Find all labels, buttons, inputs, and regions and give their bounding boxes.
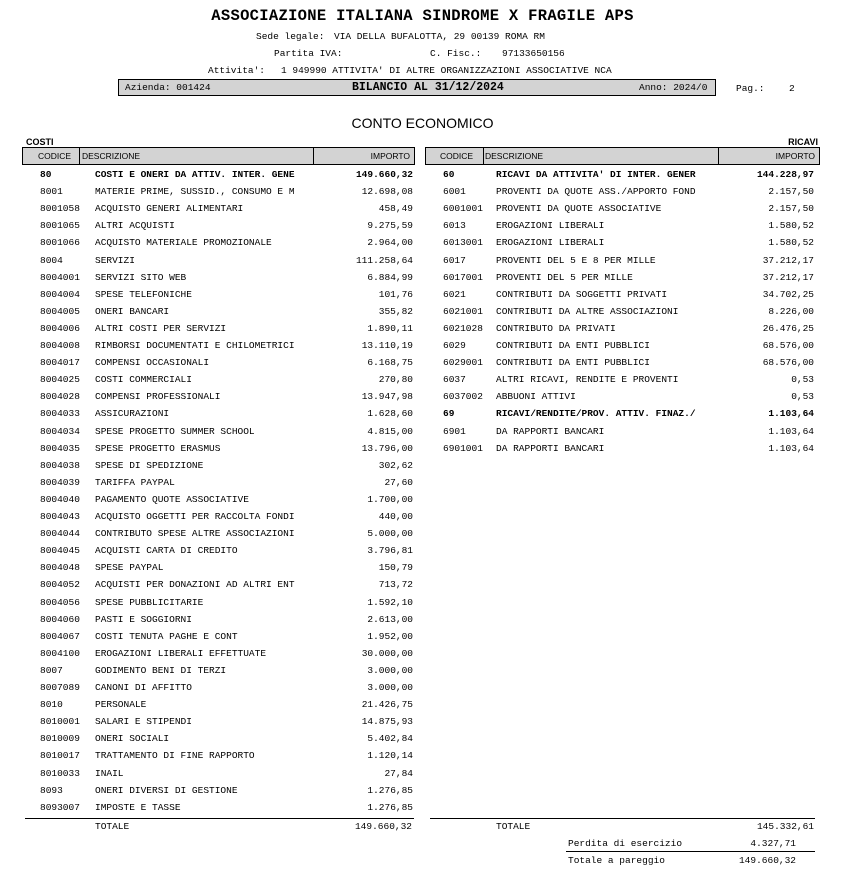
ricavi-row: [0, 405, 845, 422]
account-amount: 1.580,52: [768, 237, 814, 249]
account-description: SERVIZI SITO WEB: [95, 271, 187, 283]
costi-row: [0, 576, 845, 593]
costi-column-header: [22, 147, 415, 165]
ricavi-label: RICAVI: [788, 137, 818, 147]
account-code: 6021: [443, 288, 466, 300]
costi-row: [0, 696, 845, 713]
account-amount: 14.875,93: [361, 716, 413, 728]
costi-row: [0, 525, 845, 542]
account-code: 8004060: [40, 613, 80, 625]
account-description: CONTRIBUTO SPESE ALTRE ASSOCIAZIONI: [95, 528, 295, 540]
account-description: ONERI BANCARI: [95, 305, 170, 317]
costi-row: [0, 747, 845, 764]
account-amount: 355,82: [378, 305, 413, 317]
account-code: 8010017: [40, 750, 80, 762]
account-description: DA RAPPORTI BANCARI: [496, 425, 605, 437]
costi-col-importo: IMPORTO: [370, 151, 410, 161]
account-description: ALTRI COSTI PER SERVIZI: [95, 322, 227, 334]
account-amount: 5.402,84: [367, 733, 413, 745]
account-amount: 4.815,00: [367, 425, 413, 437]
perdita-label: Perdita di esercizio: [568, 838, 683, 849]
costi-row: [0, 542, 845, 559]
account-description: SPESE PROGETTO SUMMER SCHOOL: [95, 425, 255, 437]
account-amount: 12.698,08: [361, 186, 413, 198]
account-code: 8093: [40, 784, 63, 796]
ricavi-col-codice: CODICE: [440, 151, 474, 161]
account-amount: 1.103,64: [768, 442, 814, 454]
ricavi-column-header: [425, 147, 820, 165]
costi-row: [0, 713, 845, 730]
ricavi-col-descrizione: DESCRIZIONE: [485, 151, 544, 161]
account-amount: 1.103,64: [768, 408, 814, 420]
account-amount: 5.000,00: [367, 528, 413, 540]
account-code: 8010001: [40, 716, 80, 728]
account-code: 8004006: [40, 322, 80, 334]
ricavi-row: [0, 286, 845, 303]
account-description: PAGAMENTO QUOTE ASSOCIATIVE: [95, 493, 249, 505]
account-code: 8004035: [40, 442, 80, 454]
account-code: 8004008: [40, 340, 80, 351]
account-amount: 1.952,00: [367, 630, 413, 642]
account-description: SERVIZI: [95, 254, 135, 266]
costi-row: [0, 662, 845, 679]
account-amount: 440,00: [378, 511, 413, 522]
account-amount: 37.212,17: [762, 254, 814, 266]
account-description: ALTRI RICAVI, RENDITE E PROVENTI: [496, 374, 679, 386]
costi-row: [0, 508, 845, 525]
costi-row: [0, 679, 845, 696]
costi-totale-value: 149.660,32: [354, 821, 412, 832]
account-code: 8001: [40, 186, 63, 198]
ricavi-row: [0, 320, 845, 337]
account-description: SALARI E STIPENDI: [95, 716, 192, 728]
azienda-code: Azienda: 001424: [125, 82, 211, 93]
account-amount: 30.000,00: [361, 647, 413, 659]
costi-row: [0, 611, 845, 628]
costi-row: [0, 491, 845, 508]
costi-row: [0, 559, 845, 576]
account-code: 8004034: [40, 425, 80, 437]
page-label: Pag.:: [736, 83, 765, 94]
pareggio-rule: [566, 851, 815, 852]
account-amount: 1.628,60: [367, 408, 413, 420]
account-description: PROVENTI DEL 5 PER MILLE: [496, 271, 633, 283]
account-amount: 458,49: [378, 203, 413, 215]
account-amount: 37.212,17: [762, 271, 814, 283]
account-description: RICAVI DA ATTIVITA' DI INTER. GENER: [496, 169, 696, 180]
costi-row: [0, 730, 845, 747]
account-amount: 27,60: [384, 476, 413, 488]
pareggio-value: 149.660,32: [738, 855, 796, 866]
account-code: 8001065: [40, 220, 80, 232]
account-description: ACQUISTI PER DONAZIONI AD ALTRI ENT: [95, 579, 295, 591]
account-code: 6017001: [443, 271, 483, 283]
account-amount: 6.168,75: [367, 357, 413, 369]
ricavi-row: [0, 166, 845, 183]
piva-label: Partita IVA:: [274, 48, 343, 59]
account-description: CONTRIBUTI DA ALTRE ASSOCIAZIONI: [496, 305, 679, 317]
account-amount: 1.276,85: [367, 801, 413, 813]
account-amount: 34.702,25: [762, 288, 814, 300]
account-code: 6021028: [443, 322, 483, 334]
account-description: PROVENTI DA QUOTE ASSOCIATIVE: [496, 203, 662, 215]
account-description: EROGAZIONI LIBERALI EFFETTUATE: [95, 647, 267, 659]
costi-col-codice: CODICE: [38, 151, 72, 161]
company-name: ASSOCIAZIONE ITALIANA SINDROME X FRAGILE APS: [211, 7, 634, 25]
ricavi-row: [0, 200, 845, 217]
account-amount: 150,79: [378, 562, 413, 574]
account-code: 8001058: [40, 203, 80, 215]
costi-total-rule: [25, 818, 414, 819]
section-title: CONTO ECONOMICO: [351, 115, 494, 131]
ricavi-row: [0, 183, 845, 200]
costi-label: COSTI: [26, 137, 54, 147]
account-description: ASSICURAZIONI: [95, 408, 170, 420]
bilancio-title: BILANCIO AL 31/12/2024: [352, 81, 504, 94]
account-description: PASTI E SOGGIORNI: [95, 613, 192, 625]
account-description: PERSONALE: [95, 699, 147, 711]
account-code: 8007: [40, 664, 63, 676]
account-code: 6013: [443, 220, 466, 232]
account-description: EROGAZIONI LIBERALI: [496, 237, 605, 249]
costi-row: [0, 594, 845, 611]
account-code: 8007089: [40, 682, 80, 693]
account-code: 8004043: [40, 511, 80, 522]
ricavi-total-rule: [430, 818, 815, 819]
account-amount: 149.660,32: [355, 169, 413, 180]
account-description: IMPOSTE E TASSE: [95, 801, 181, 813]
account-code: 8004033: [40, 408, 80, 420]
account-amount: 713,72: [378, 579, 413, 591]
account-amount: 144.228,97: [756, 169, 814, 180]
ricavi-row: [0, 269, 845, 286]
account-code: 6021001: [443, 305, 483, 317]
account-amount: 111.258,64: [355, 254, 413, 266]
account-description: COSTI E ONERI DA ATTIV. INTER. GENE: [95, 169, 295, 180]
account-code: 60: [443, 169, 455, 180]
account-code: 8093007: [40, 801, 80, 813]
account-amount: 3.796,81: [367, 545, 413, 557]
ricavi-row: [0, 440, 845, 457]
ricavi-row: [0, 234, 845, 251]
account-code: 6901: [443, 425, 466, 437]
account-amount: 68.576,00: [762, 340, 814, 351]
perdita-value: 4.327,71: [750, 838, 796, 849]
account-code: 8001066: [40, 237, 80, 249]
account-code: 8004017: [40, 357, 80, 369]
account-description: RICAVI/RENDITE/PROV. ATTIV. FINAZ./: [496, 408, 696, 420]
costi-row: [0, 457, 845, 474]
account-description: COMPENSI PROFESSIONALI: [95, 391, 221, 403]
pareggio-label: Totale a pareggio: [568, 855, 665, 866]
account-code: 8010: [40, 699, 63, 711]
account-description: CONTRIBUTI DA ENTI PUBBLICI: [496, 357, 650, 369]
ricavi-totale-label: TOTALE: [496, 821, 531, 832]
account-description: PROVENTI DA QUOTE ASS./APPORTO FOND: [496, 186, 696, 198]
account-description: ACQUISTI CARTA DI CREDITO: [95, 545, 238, 557]
account-amount: 2.613,00: [367, 613, 413, 625]
ricavi-row: [0, 371, 845, 388]
ricavi-row: [0, 388, 845, 405]
account-code: 6029: [443, 340, 466, 351]
account-amount: 101,76: [378, 288, 413, 300]
account-code: 6017: [443, 254, 466, 266]
account-description: INAIL: [95, 767, 124, 779]
account-amount: 6.884,99: [367, 271, 413, 283]
account-amount: 1.103,64: [768, 425, 814, 437]
account-amount: 1.592,10: [367, 596, 413, 608]
cf-value: 97133650156: [502, 48, 565, 59]
account-description: ACQUISTO MATERIALE PROMOZIONALE: [95, 237, 272, 249]
account-amount: 13.110,19: [361, 340, 413, 351]
costi-row: [0, 645, 845, 662]
account-code: 6001: [443, 186, 466, 198]
account-amount: 3.000,00: [367, 664, 413, 676]
account-description: ONERI SOCIALI: [95, 733, 170, 745]
ricavi-col-importo: IMPORTO: [775, 151, 815, 161]
account-description: TRATTAMENTO DI FINE RAPPORTO: [95, 750, 255, 762]
account-code: 8004067: [40, 630, 80, 642]
account-code: 8004052: [40, 579, 80, 591]
account-amount: 1.890,11: [367, 322, 413, 334]
account-code: 8004005: [40, 305, 80, 317]
account-amount: 270,80: [378, 374, 413, 386]
account-code: 6037: [443, 374, 466, 386]
account-code: 6901001: [443, 442, 483, 454]
sede-value: VIA DELLA BUFALOTTA, 29 00139 ROMA RM: [334, 31, 545, 42]
account-amount: 2.964,00: [367, 237, 413, 249]
costi-row: [0, 628, 845, 645]
account-amount: 68.576,00: [762, 357, 814, 369]
account-code: 8004056: [40, 596, 80, 608]
ricavi-row: [0, 354, 845, 371]
account-code: 6029001: [443, 357, 483, 369]
costi-totale-label: TOTALE: [95, 821, 130, 832]
account-description: SPESE PUBBLICITARIE: [95, 596, 204, 608]
account-code: 8010009: [40, 733, 80, 745]
account-description: COSTI COMMERCIALI: [95, 374, 192, 386]
costi-row: [0, 765, 845, 782]
costi-col-descrizione: DESCRIZIONE: [82, 151, 141, 161]
costi-row: [0, 474, 845, 491]
account-code: 80: [40, 169, 52, 180]
account-amount: 2.157,50: [768, 186, 814, 198]
account-description: DA RAPPORTI BANCARI: [496, 442, 605, 454]
account-amount: 26.476,25: [762, 322, 814, 334]
account-code: 8004001: [40, 271, 80, 283]
account-code: 8004028: [40, 391, 80, 403]
account-description: PROVENTI DEL 5 E 8 PER MILLE: [496, 254, 656, 266]
account-amount: 21.426,75: [361, 699, 413, 711]
account-amount: 1.580,52: [768, 220, 814, 232]
account-code: 8004: [40, 254, 63, 266]
ricavi-row: [0, 303, 845, 320]
account-description: CONTRIBUTO DA PRIVATI: [496, 322, 616, 334]
account-description: SPESE PAYPAL: [95, 562, 164, 574]
costi-row: [0, 782, 845, 799]
account-description: ABBUONI ATTIVI: [496, 391, 576, 403]
account-code: 69: [443, 408, 455, 420]
attivita-label: Attivita':: [208, 65, 266, 76]
account-code: 6013001: [443, 237, 483, 249]
account-description: RIMBORSI DOCUMENTATI E CHILOMETRICI: [95, 340, 295, 351]
account-amount: 13.947,98: [361, 391, 413, 403]
attivita-value: 1 949990 ATTIVITA' DI ALTRE ORGANIZZAZIONI ASSOCIATIVE NCA: [281, 65, 612, 76]
account-code: 8004044: [40, 528, 80, 540]
account-code: 6037002: [443, 391, 483, 403]
account-description: GODIMENTO BENI DI TERZI: [95, 664, 227, 676]
account-description: ACQUISTO OGGETTI PER RACCOLTA FONDI: [95, 511, 295, 522]
account-description: SPESE PROGETTO ERASMUS: [95, 442, 221, 454]
account-description: ACQUISTO GENERI ALIMENTARI: [95, 203, 244, 215]
account-amount: 0,53: [791, 374, 814, 386]
account-description: COSTI TENUTA PAGHE E CONT: [95, 630, 238, 642]
account-code: 6001001: [443, 203, 483, 215]
account-description: TARIFFA PAYPAL: [95, 476, 175, 488]
account-amount: 8.226,00: [768, 305, 814, 317]
account-amount: 1.120,14: [367, 750, 413, 762]
account-amount: 13.796,00: [361, 442, 413, 454]
ricavi-totale-value: 145.332,61: [756, 821, 814, 832]
account-code: 8004100: [40, 647, 80, 659]
ricavi-row: [0, 423, 845, 440]
account-amount: 3.000,00: [367, 682, 413, 693]
account-description: EROGAZIONI LIBERALI: [496, 220, 605, 232]
account-code: 8004048: [40, 562, 80, 574]
ricavi-row: [0, 217, 845, 234]
account-description: ALTRI ACQUISTI: [95, 220, 175, 232]
account-description: ONERI DIVERSI DI GESTIONE: [95, 784, 238, 796]
account-code: 8004040: [40, 493, 80, 505]
account-description: COMPENSI OCCASIONALI: [95, 357, 210, 369]
account-code: 8010033: [40, 767, 80, 779]
ricavi-row: [0, 337, 845, 354]
account-description: CANONI DI AFFITTO: [95, 682, 192, 693]
account-description: CONTRIBUTI DA SOGGETTI PRIVATI: [496, 288, 668, 300]
account-amount: 9.275,59: [367, 220, 413, 232]
account-amount: 27,84: [384, 767, 413, 779]
account-description: SPESE TELEFONICHE: [95, 288, 192, 300]
account-code: 8004045: [40, 545, 80, 557]
cf-label: C. Fisc.:: [430, 48, 482, 59]
account-code: 8004004: [40, 288, 80, 300]
account-description: CONTRIBUTI DA ENTI PUBBLICI: [496, 340, 650, 351]
costi-row: [0, 799, 845, 816]
account-description: SPESE DI SPEDIZIONE: [95, 459, 204, 471]
account-amount: 2.157,50: [768, 203, 814, 215]
account-amount: 1.276,85: [367, 784, 413, 796]
account-code: 8004039: [40, 476, 80, 488]
account-amount: 302,62: [378, 459, 413, 471]
account-code: 8004025: [40, 374, 80, 386]
page-number: 2: [789, 83, 795, 94]
account-amount: 1.700,00: [367, 493, 413, 505]
ricavi-row: [0, 252, 845, 269]
account-description: MATERIE PRIME, SUSSID., CONSUMO E M: [95, 186, 295, 198]
report-header-bar: [118, 79, 716, 96]
account-code: 8004038: [40, 459, 80, 471]
account-amount: 0,53: [791, 391, 814, 403]
sede-label: Sede legale:: [256, 31, 325, 42]
anno-value: Anno: 2024/0: [639, 82, 708, 93]
